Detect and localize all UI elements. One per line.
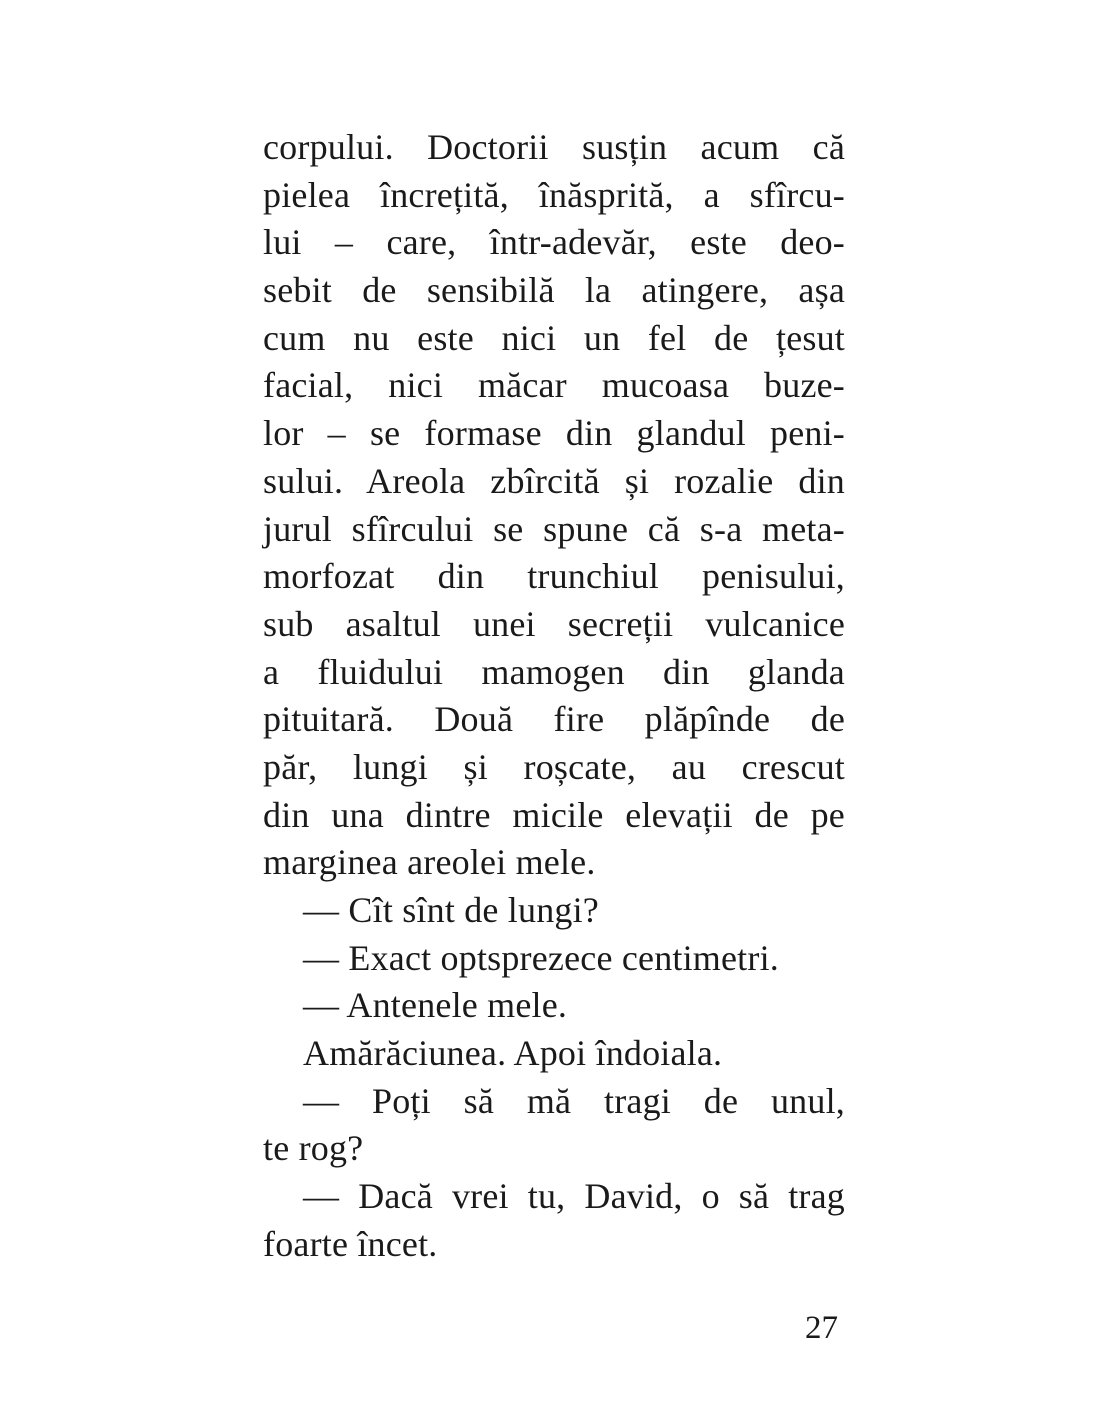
- text-line: sebit de sensibilă la atingere, așa: [263, 270, 845, 311]
- text-line: Amărăciunea. Apoi îndoiala.: [303, 1033, 723, 1074]
- text-line: — Exact optsprezece centimetri.: [303, 937, 779, 978]
- text-line: pituitară. Două fire plăpînde de: [263, 699, 845, 740]
- text-line: din una dintre micile elevații de pe: [263, 794, 845, 835]
- text-line: păr, lungi și roșcate, au crescut: [263, 746, 845, 787]
- text-line: a fluidului mamogen din glanda: [263, 651, 845, 692]
- text-block: [263, 124, 845, 1269]
- text-line: foarte încet.: [263, 1223, 438, 1264]
- text-line: — Antenele mele.: [303, 985, 568, 1026]
- text-line: marginea areolei mele.: [263, 842, 596, 883]
- text-line: lui – care, într-adevăr, este deo-: [263, 222, 845, 263]
- text-line: morfozat din trunchiul penisului,: [263, 556, 845, 597]
- page-number: 27: [805, 1310, 838, 1346]
- text-line: facial, nici măcar mucoasa buze-: [263, 365, 845, 406]
- text-line: lor – se formase din glandul peni-: [263, 413, 845, 454]
- text-line: sub asaltul unei secreții vulcanice: [263, 603, 845, 644]
- text-line: — Dacă vrei tu, David, o să trag: [303, 1176, 845, 1217]
- text-line: — Poți să mă tragi de unul,: [303, 1080, 845, 1121]
- text-line: pielea încrețită, înăsprită, a sfîrcu-: [263, 174, 845, 215]
- text-line: sului. Areola zbîrcită și rozalie din: [263, 460, 845, 501]
- text-line: cum nu este nici un fel de țesut: [263, 317, 845, 358]
- text-line: — Cît sînt de lungi?: [303, 890, 599, 930]
- text-line: te rog?: [263, 1128, 364, 1169]
- text-line: corpului. Doctorii susțin acum că: [263, 127, 845, 167]
- text-line: jurul sfîrcului se spune că s-a meta-: [263, 508, 845, 549]
